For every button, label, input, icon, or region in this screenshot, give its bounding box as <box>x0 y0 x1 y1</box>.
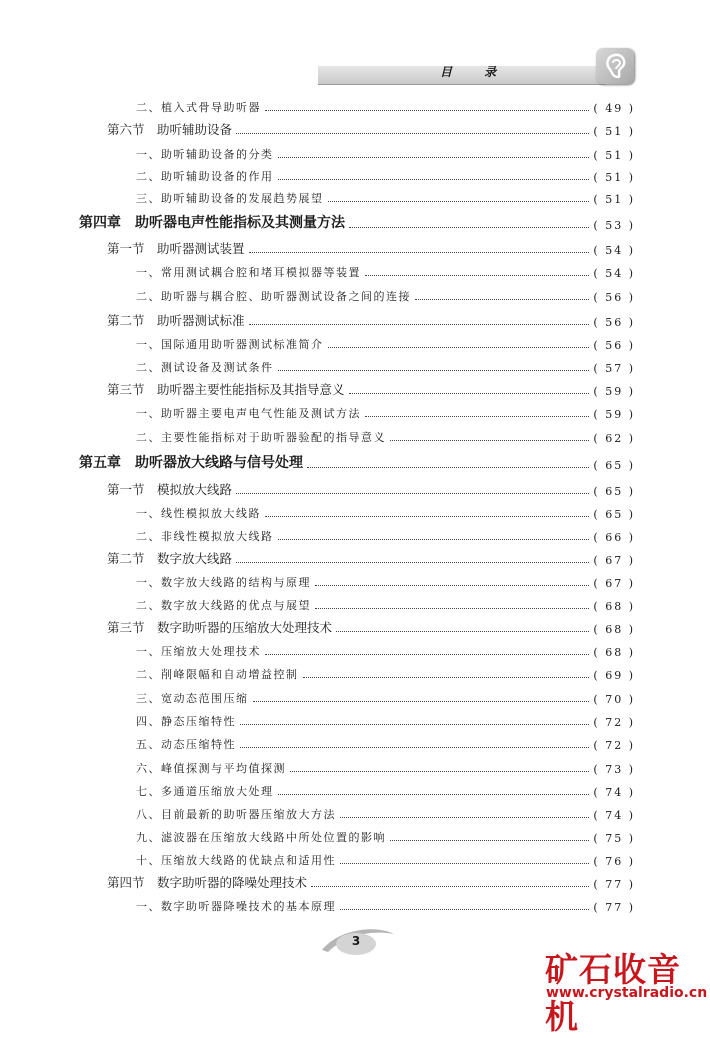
toc-item-row[interactable] <box>136 688 635 706</box>
toc-leader-dots <box>390 440 589 441</box>
toc-section-row[interactable] <box>107 549 635 567</box>
toc-entry-title: 第五章 助听器放大线路与信号处理 <box>79 455 303 471</box>
toc-item-row[interactable] <box>136 664 635 682</box>
watermark-url: www.crystalradio.cn <box>546 985 708 1001</box>
toc-leader-dots <box>328 347 590 348</box>
toc-page-ref: ( 65 ) <box>593 459 635 472</box>
toc-leader-dots <box>340 817 589 818</box>
toc-page-ref: ( 73 ) <box>593 763 635 776</box>
toc-item-row[interactable] <box>136 641 635 659</box>
toc-entry-title: 第二节 数字放大线路 <box>107 551 233 566</box>
toc-entry-title: 第六节 助听辅助设备 <box>107 122 233 137</box>
toc-entry-title: 一、常用测试耦合腔和堵耳模拟器等装置 <box>136 266 361 279</box>
toc-leader-dots <box>390 840 589 841</box>
toc-leader-dots <box>278 794 590 795</box>
toc-page-ref: ( 54 ) <box>593 267 635 280</box>
toc-entry-title: 第四章 助听器电声性能指标及其测量方法 <box>79 215 345 231</box>
toc-item-row[interactable] <box>136 188 635 206</box>
toc-item-row[interactable] <box>136 595 635 613</box>
toc-leader-dots <box>415 299 589 300</box>
toc-entry-title: 三、助听辅助设备的发展趋势展望 <box>136 192 324 205</box>
toc-page-ref: ( 69 ) <box>593 669 635 682</box>
toc-leader-dots <box>240 747 589 748</box>
toc-section-row[interactable] <box>107 311 635 329</box>
toc-entry-title: 第一节 模拟放大线路 <box>107 482 233 497</box>
toc-entry-title: 二、主要性能指标对于助听器验配的指导意义 <box>136 431 386 444</box>
toc-page-ref: ( 67 ) <box>593 577 635 590</box>
toc-leader-dots <box>236 493 589 494</box>
toc-page-ref: ( 67 ) <box>593 554 635 567</box>
ear-icon <box>600 51 630 81</box>
toc-entry-title: 一、数字助听器降噪技术的基本原理 <box>136 900 336 913</box>
toc-item-row[interactable] <box>136 526 635 544</box>
watermark-brand: 矿石收音机 <box>545 950 681 1036</box>
toc-chapter-row[interactable] <box>79 214 635 232</box>
toc-page-ref: ( 68 ) <box>593 623 635 636</box>
toc-entry-title: 第四节 数字助听器的降噪处理技术 <box>107 875 308 890</box>
toc-entry-title: 五、动态压缩特性 <box>136 738 236 751</box>
toc-leader-dots <box>340 909 589 910</box>
toc-entry-title: 二、植入式骨导助听器 <box>136 101 261 114</box>
toc-leader-dots <box>265 516 589 517</box>
toc-leader-dots <box>307 467 589 468</box>
toc-leader-dots <box>249 324 590 325</box>
toc-entry-title: 八、目前最新的助听器压缩放大方法 <box>136 808 336 821</box>
page-number: 3 <box>351 934 361 948</box>
toc-entry-title: 四、静态压缩特性 <box>136 715 236 728</box>
toc-entry-title: 一、数字放大线路的结构与原理 <box>136 576 311 589</box>
toc-page-ref: ( 49 ) <box>593 102 635 115</box>
toc-page-ref: ( 65 ) <box>593 508 635 521</box>
toc-entry-title: 一、线性模拟放大线路 <box>136 507 261 520</box>
toc-item-row[interactable] <box>136 403 635 421</box>
toc-section-row[interactable] <box>107 380 635 398</box>
toc-leader-dots <box>278 370 590 371</box>
toc-leader-dots <box>349 393 590 394</box>
toc-leader-dots <box>236 562 589 563</box>
toc-entry-title: 第二节 助听器测试标准 <box>107 313 245 328</box>
toc-entry-title: 第三节 助听器主要性能指标及其指导意义 <box>107 382 345 397</box>
toc-leader-dots <box>249 252 590 253</box>
toc-leader-dots <box>240 724 589 725</box>
toc-chapter-row[interactable] <box>79 454 635 472</box>
toc-leader-dots <box>328 201 590 202</box>
toc-page-ref: ( 72 ) <box>593 716 635 729</box>
toc-leader-dots <box>236 133 589 134</box>
page-title: 目 录 <box>440 65 511 79</box>
toc-page-ref: ( 51 ) <box>593 193 635 206</box>
toc-page-ref: ( 51 ) <box>593 171 635 184</box>
toc-entry-title: 一、助听器主要电声电气性能及测试方法 <box>136 407 361 420</box>
toc-section-row[interactable] <box>107 480 635 498</box>
toc-item-row[interactable] <box>136 758 635 776</box>
toc-page-ref: ( 76 ) <box>593 855 635 868</box>
toc-item-row[interactable] <box>136 334 635 352</box>
toc-item-row[interactable] <box>136 850 635 868</box>
toc-page-ref: ( 57 ) <box>593 362 635 375</box>
toc-page-ref: ( 51 ) <box>593 149 635 162</box>
toc-entry-title: 二、非线性模拟放大线路 <box>136 530 274 543</box>
toc-entry-title: 三、宽动态范围压缩 <box>136 692 249 705</box>
toc-item-row[interactable] <box>136 781 635 799</box>
toc-item-row[interactable] <box>136 144 635 162</box>
toc-leader-dots <box>336 631 589 632</box>
toc-entry-title: 七、多通道压缩放大处理 <box>136 785 274 798</box>
toc-leader-dots <box>278 539 590 540</box>
toc-item-row[interactable] <box>136 286 635 304</box>
toc-page-ref: ( 68 ) <box>593 600 635 613</box>
toc-leader-dots <box>365 416 589 417</box>
toc-section-row[interactable] <box>107 239 635 257</box>
ear-logo <box>596 48 634 84</box>
toc-page-ref: ( 70 ) <box>593 693 635 706</box>
toc-leader-dots <box>253 701 590 702</box>
toc-item-row[interactable] <box>136 166 635 184</box>
toc-leader-dots <box>265 110 589 111</box>
toc-page-ref: ( 56 ) <box>593 316 635 329</box>
toc-section-row[interactable] <box>107 120 635 138</box>
toc-page-ref: ( 59 ) <box>593 385 635 398</box>
toc-item-row[interactable] <box>136 711 635 729</box>
toc-item-row[interactable] <box>136 97 635 115</box>
toc-leader-dots <box>365 275 589 276</box>
toc-leader-dots <box>315 585 589 586</box>
toc-section-row[interactable] <box>107 618 635 636</box>
toc-item-row[interactable] <box>136 357 635 375</box>
toc-page-ref: ( 72 ) <box>593 739 635 752</box>
toc-leader-dots <box>290 771 589 772</box>
toc-leader-dots <box>278 179 590 180</box>
toc-leader-dots <box>303 677 590 678</box>
toc-leader-dots <box>340 863 589 864</box>
toc-leader-dots <box>311 886 589 887</box>
toc-page-ref: ( 56 ) <box>593 291 635 304</box>
toc-entry-title: 九、滤波器在压缩放大线路中所处位置的影响 <box>136 831 386 844</box>
toc-page-ref: ( 75 ) <box>593 832 635 845</box>
toc-page-ref: ( 66 ) <box>593 531 635 544</box>
toc-page-ref: ( 51 ) <box>593 125 635 138</box>
toc-item-row[interactable] <box>136 572 635 590</box>
toc-page-ref: ( 77 ) <box>593 901 635 914</box>
toc-entry-title: 一、国际通用助听器测试标准简介 <box>136 338 324 351</box>
toc-entry-title: 一、压缩放大处理技术 <box>136 645 261 658</box>
toc-item-row[interactable] <box>136 427 635 445</box>
toc-entry-title: 一、助听辅助设备的分类 <box>136 148 274 161</box>
toc-item-row[interactable] <box>136 503 635 521</box>
toc-entry-title: 十、压缩放大线路的优缺点和适用性 <box>136 854 336 867</box>
toc-page-ref: ( 53 ) <box>593 219 635 232</box>
toc-leader-dots <box>265 654 589 655</box>
toc-page-ref: ( 74 ) <box>593 786 635 799</box>
toc-item-row[interactable] <box>136 827 635 845</box>
toc-entry-title: 二、数字放大线路的优点与展望 <box>136 599 311 612</box>
toc-leader-dots <box>315 608 589 609</box>
toc-page-ref: ( 59 ) <box>593 408 635 421</box>
toc-entry-title: 二、测试设备及测试条件 <box>136 361 274 374</box>
toc-leader-dots <box>278 157 590 158</box>
toc-page-ref: ( 56 ) <box>593 339 635 352</box>
toc-page-ref: ( 77 ) <box>593 878 635 891</box>
toc-entry-title: 第三节 数字助听器的压缩放大处理技术 <box>107 620 333 635</box>
toc-entry-title: 二、助听器与耦合腔、助听器测试设备之间的连接 <box>136 290 411 303</box>
toc-item-row[interactable] <box>136 734 635 752</box>
toc-page-ref: ( 54 ) <box>593 244 635 257</box>
toc-item-row[interactable] <box>136 896 635 914</box>
toc-entry-title: 二、削峰限幅和自动增益控制 <box>136 668 299 681</box>
toc-item-row[interactable] <box>136 804 635 822</box>
toc-entry-title: 二、助听辅助设备的作用 <box>136 170 274 183</box>
toc-page-ref: ( 65 ) <box>593 485 635 498</box>
toc-item-row[interactable] <box>136 262 635 280</box>
toc-section-row[interactable] <box>107 873 635 891</box>
toc-entry-title: 六、峰值探测与平均值探测 <box>136 762 286 775</box>
toc-page-ref: ( 74 ) <box>593 809 635 822</box>
toc-entry-title: 第一节 助听器测试装置 <box>107 241 245 256</box>
toc-leader-dots <box>349 227 589 228</box>
toc-page-ref: ( 68 ) <box>593 646 635 659</box>
toc-page-ref: ( 62 ) <box>593 432 635 445</box>
